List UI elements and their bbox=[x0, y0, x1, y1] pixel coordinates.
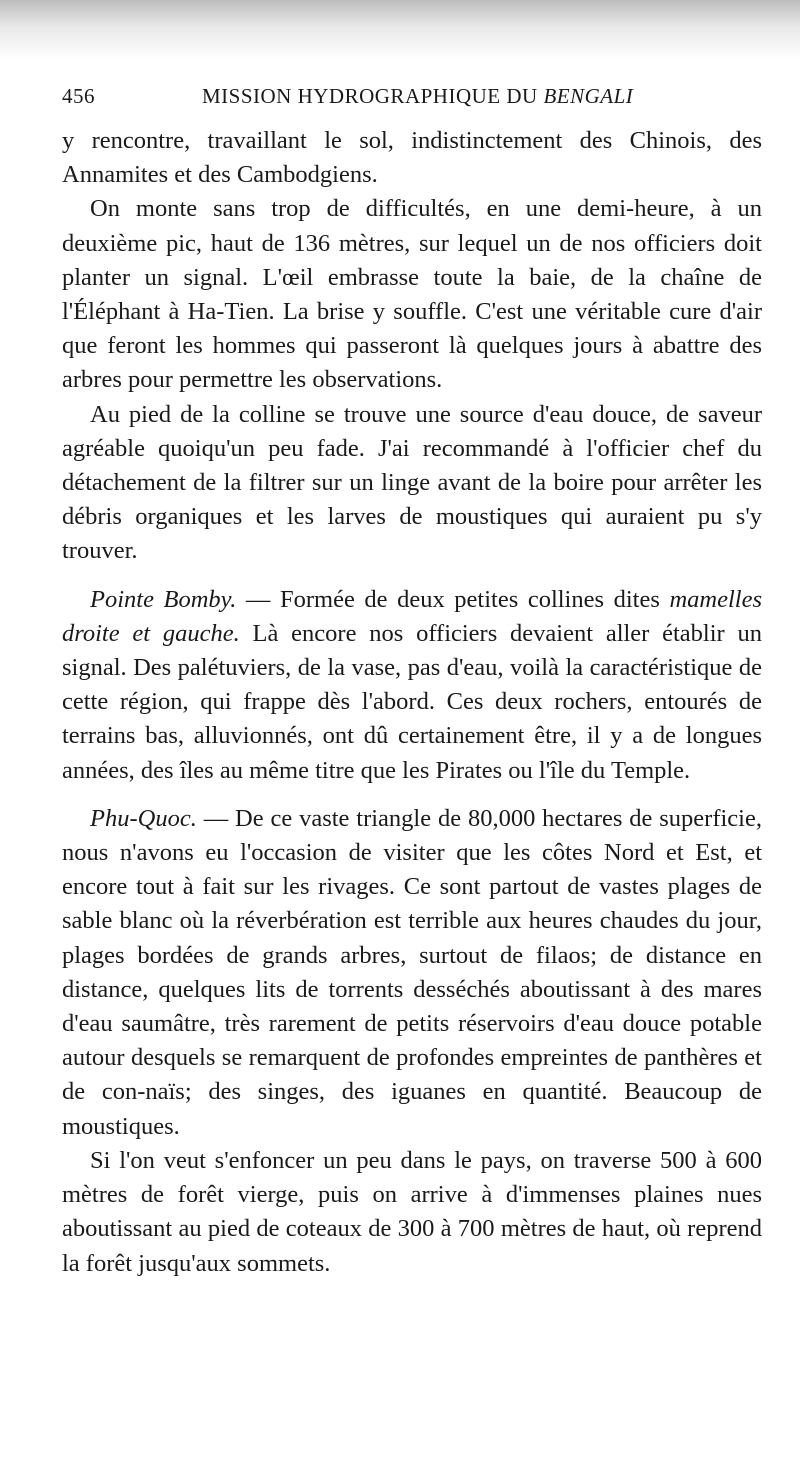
scan-shadow bbox=[0, 0, 800, 60]
paragraph-pointe-bomby bbox=[62, 583, 762, 788]
paragraph-phu-quoc bbox=[62, 802, 762, 1144]
paragraph-1: y rencontre, travaillant le sol, indistinctement des Chinois, des Annamites et des Cambodgiens. bbox=[62, 127, 762, 189]
page-number: 456 bbox=[62, 84, 95, 108]
paragraph-5-text: — De ce vaste triangle de 80,000 hectares de superficie, nous n'avons eu l'occasion de visiter que les côtes Nord et Est, et encore tout à fait sur les rivages. Ce sont partout de vastes plages de sable blanc où la réverbération est terrible aux heures chaudes du jour, plages bordées de grands arbres, surtout de filaos; de distance en distance, quelques lits de torrents desséchés aboutissant à des mares d'eau saumâtre, très rarement de petits réservoirs d'eau douce potable autour desquels se remarquent de profondes empreintes de panthères et de con-naïs; des singes, des iguanes en quantité. Beaucoup de moustiques. bbox=[62, 804, 762, 1140]
paragraph-4-text: — Formée de deux petites collines dites bbox=[236, 585, 670, 613]
section-heading-pointe-bomby: Pointe Bomby. bbox=[90, 585, 237, 613]
paragraph-3: Au pied de la colline se trouve une source d'eau douce, de saveur agréable quoiqu'un peu fade. J'ai recommandé à l'officier chef du détachement de la filtrer sur un linge avant de la boire pour arrêter les débris organiques et les larves de moustiques qui auraient pu s'y trouver. bbox=[62, 400, 762, 565]
page-header bbox=[62, 84, 752, 112]
running-title-plain: MISSION HYDROGRAPHIQUE DU bbox=[202, 84, 544, 108]
paragraph-4-rest: Là encore nos officiers devaient aller établir un signal. Des palétuviers, de la vase, pas d'eau, voilà la caractéristique de cette région, qui frappe dès l'abord. Ces deux rochers, entourés de terrains bas, alluvionnés, ont dû certainement être, il y a de longues années, des îles au même titre que les Pirates ou l'île du Temple. bbox=[62, 619, 762, 784]
section-heading-phu-quoc: Phu-Quoc. bbox=[90, 804, 197, 832]
body-text bbox=[62, 124, 762, 1281]
running-title bbox=[202, 84, 633, 109]
running-title-ship: BENGALI bbox=[543, 84, 634, 108]
paragraph-2: On monte sans trop de difficultés, en une demi-heure, à un deuxième pic, haut de 136 mètres, sur lequel un de nos officiers doit planter un signal. L'œil embrasse toute la baie, de la chaîne de l'Éléphant à Ha-Tien. La brise y souffle. C'est une véritable cure d'air que feront les hommes qui passeront là quelques jours à abattre des arbres pour permettre les observations. bbox=[62, 195, 762, 394]
paragraph-6: Si l'on veut s'enfoncer un peu dans le pays, on traverse 500 à 600 mètres de forêt vierge, puis on arrive à d'immenses plaines nues aboutissant au pied de coteaux de 300 à 700 mètres de haut, où reprend la forêt jusqu'aux sommets. bbox=[62, 1146, 762, 1277]
paragraph-4-italic: mamelles droite et gauche. bbox=[62, 585, 762, 647]
